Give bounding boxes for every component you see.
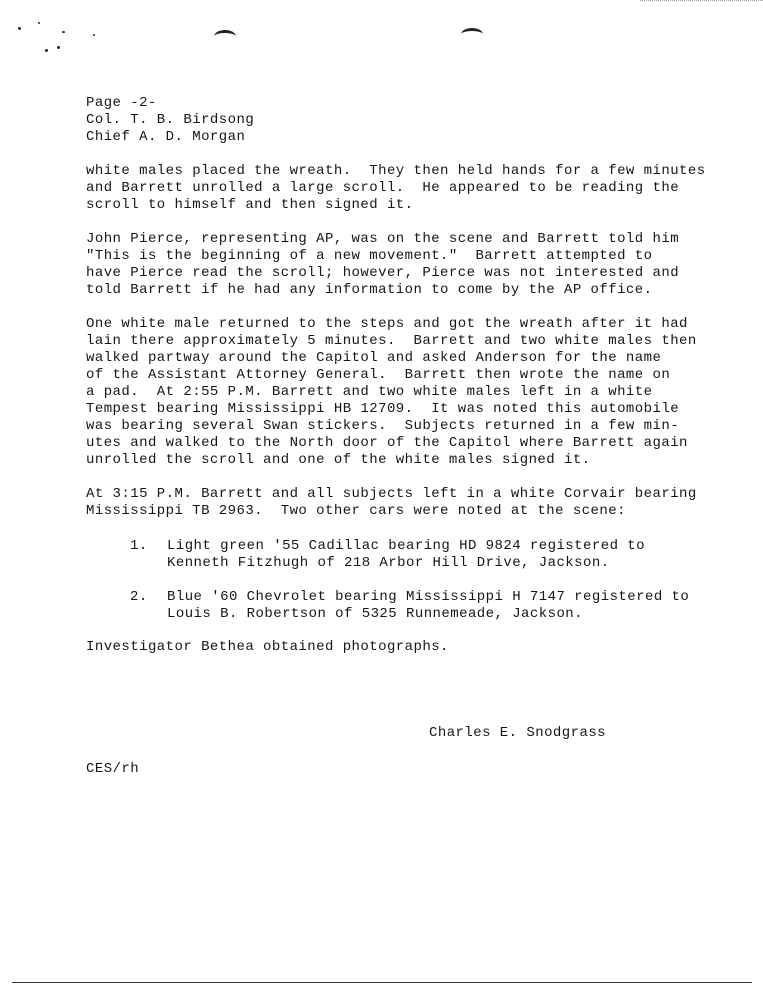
punch-hole-mark-left bbox=[214, 30, 236, 43]
signature-name: Charles E. Snodgrass bbox=[429, 725, 607, 741]
paragraph-wreath: white males placed the wreath. They then held hands for a few minutes and Barrett unrolled a large scroll. He appeared to be reading the scroll to himself and then signed it. bbox=[86, 163, 706, 213]
bottom-edge-line bbox=[12, 982, 752, 983]
paragraph-capitol: One white male returned to the steps and got the wreath after it had lain there approximately 5 minutes. Barrett and two white males then walked partway around the Capitol and asked Anderson for the name of the Assistant Attorney General. Barrett then wrote the name on a pad. At 2:55 P.M. Barrett and two white males left in a white Tempest bearing Mississippi HB 12709. It was noted this automobile was bearing several Swan stickers. Subjects returned in a few min- utes and walked to the North door of the Capitol where Barrett again unrolled the scroll and one of the white males signed it. bbox=[86, 316, 697, 468]
memo-header bbox=[86, 95, 726, 146]
paragraph-photographs: Investigator Bethea obtained photographs. bbox=[86, 639, 449, 655]
paragraph-corvair: At 3:15 P.M. Barrett and all subjects left in a white Corvair bearing Mississippi TB 2963. Two other cars were noted at the scene: bbox=[86, 486, 697, 519]
recipient-line-2: Chief A. D. Morgan bbox=[86, 129, 246, 145]
punch-hole-mark-right bbox=[461, 28, 483, 41]
top-edge-dots bbox=[640, 0, 763, 1]
list-item-text: Light green '55 Cadillac bearing HD 9824 registered to Kenneth Fitzhugh of 218 Arbor Hill Drive, Jackson. bbox=[167, 538, 645, 571]
list-item-number: 1. bbox=[130, 538, 148, 554]
list-item-number: 2. bbox=[130, 589, 148, 605]
recipient-line-1: Col. T. B. Birdsong bbox=[86, 112, 255, 128]
list-item-text: Blue '60 Chevrolet bearing Mississippi H 7147 registered to Louis B. Robertson of 5325 Runnemeade, Jackson. bbox=[167, 589, 690, 622]
typist-initials: CES/rh bbox=[86, 761, 140, 777]
paragraph-pierce: John Pierce, representing AP, was on the scene and Barrett told him "This is the beginning of a new movement." Barrett attempted to have Pierce read the scroll; however, Pierce was not interested and told Barrett if he had any information to come by the AP office. bbox=[86, 231, 680, 298]
page-label: Page -2- bbox=[86, 95, 157, 111]
